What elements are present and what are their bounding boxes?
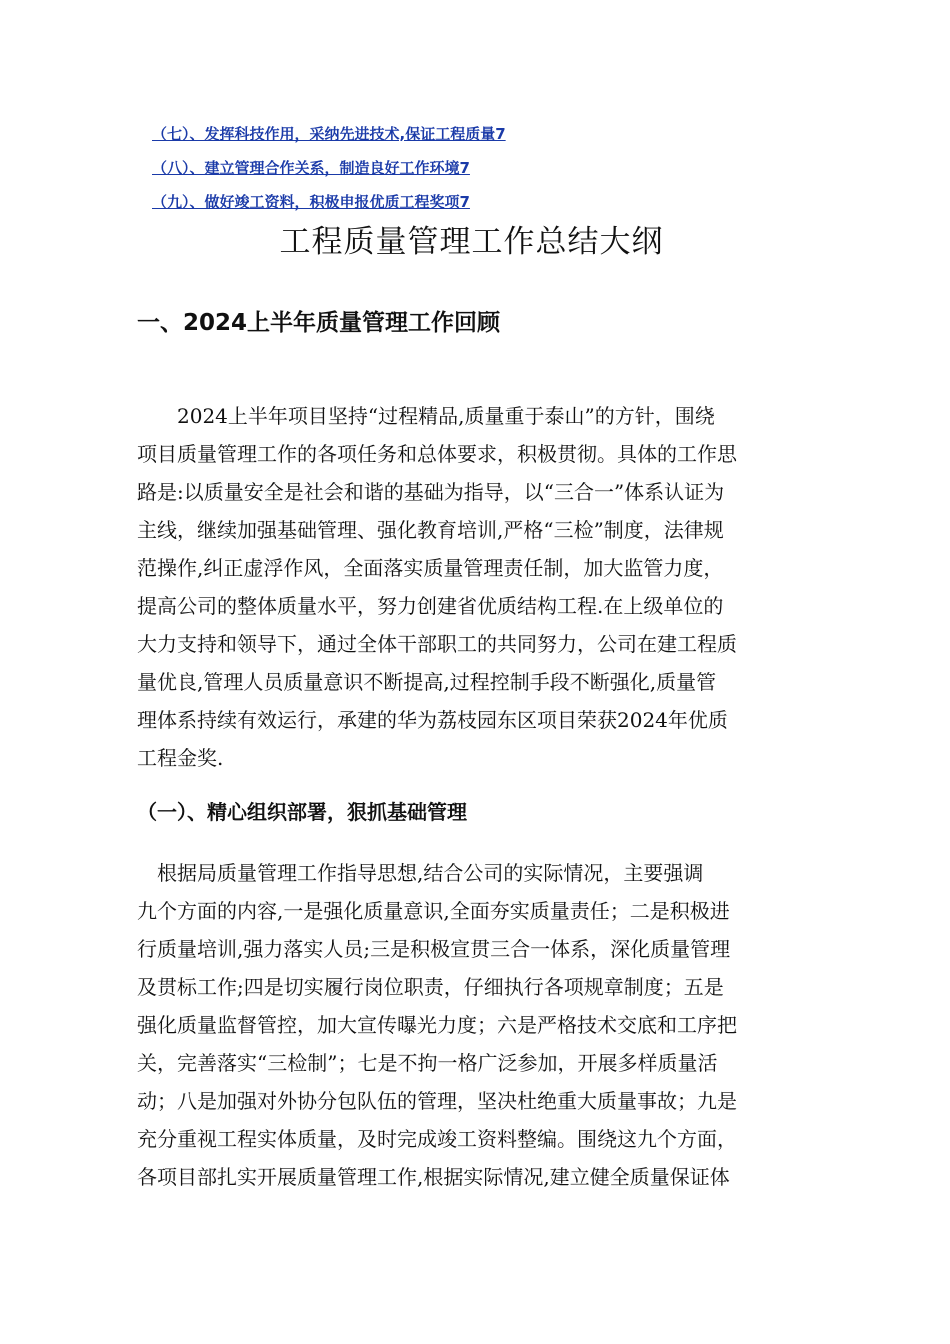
paragraph-line: 充分重视工程实体质量，及时完成竣工资料整编。围绕这九个方面， — [137, 1127, 737, 1151]
paragraph-line: 九个方面的内容,一是强化质量意识,全面夯实质量责任；二是积极进 — [137, 899, 730, 923]
paragraph-line: 量优良,管理人员质量意识不断提高,过程控制手段不断强化,质量管 — [137, 670, 717, 694]
toc-link-9[interactable]: （九）、做好竣工资料，积极申报优质工程奖项7 — [152, 193, 470, 211]
paragraph-line: 大力支持和领导下，通过全体干部职工的共同努力，公司在建工程质 — [137, 632, 737, 656]
paragraph-line: 关，完善落实“三检制”；七是不拘一格广泛参加，开展多样质量活 — [137, 1051, 718, 1075]
paragraph-line: 理体系持续有效运行，承建的华为荔枝园东区项目荣获2024年优质 — [137, 708, 728, 732]
intro-paragraph — [137, 397, 812, 777]
paragraph-line: 强化质量监督管控，加大宣传曝光力度；六是严格技术交底和工序把 — [137, 1013, 737, 1037]
toc-link-7[interactable]: （七）、发挥科技作用，采纳先进技术,保证工程质量7 — [152, 125, 506, 143]
paragraph-line: 及贯标工作;四是切实履行岗位职责，仔细执行各项规章制度；五是 — [137, 975, 724, 999]
paragraph-line: 项目质量管理工作的各项任务和总体要求，积极贯彻。具体的工作思 — [137, 442, 737, 466]
paragraph-line: 行质量培训,强力落实人员;三是积极宣贯三合一体系，深化质量管理 — [137, 937, 731, 961]
paragraph-line: 提高公司的整体质量水平，努力创建省优质结构工程.在上级单位的 — [137, 594, 724, 618]
section-heading: 一、2024上半年质量管理工作回顾 — [137, 310, 501, 336]
paragraph-line: 路是:以质量安全是社会和谐的基础为指导，以“三合一”体系认证为 — [137, 480, 725, 504]
paragraph-line: 动；八是加强对外协分包队伍的管理，坚决杜绝重大质量事故；九是 — [137, 1089, 737, 1113]
paragraph-line: 根据局质量管理工作指导思想,结合公司的实际情况，主要强调 — [137, 861, 704, 885]
document-title: 工程质量管理工作总结大纲 — [279, 224, 664, 260]
subsection-heading: （一）、精心组织部署，狠抓基础管理 — [137, 800, 467, 824]
paragraph-line: 工程金奖. — [137, 746, 224, 770]
paragraph-line: 范操作,纠正虚浮作风，全面落实质量管理责任制，加大监管力度， — [137, 556, 724, 580]
paragraph-line: 各项目部扎实开展质量管理工作,根据实际情况,建立健全质量保证体 — [137, 1165, 730, 1189]
paragraph-line: 2024上半年项目坚持“过程精品,质量重于泰山”的方针，围绕 — [137, 404, 715, 428]
body-paragraph — [137, 854, 812, 1196]
toc-link-8[interactable]: （八）、建立管理合作关系，制造良好工作环境7 — [152, 159, 470, 177]
table-of-contents — [152, 126, 852, 228]
paragraph-line: 主线，继续加强基础管理、强化教育培训,严格“三检”制度，法律规 — [137, 518, 724, 542]
